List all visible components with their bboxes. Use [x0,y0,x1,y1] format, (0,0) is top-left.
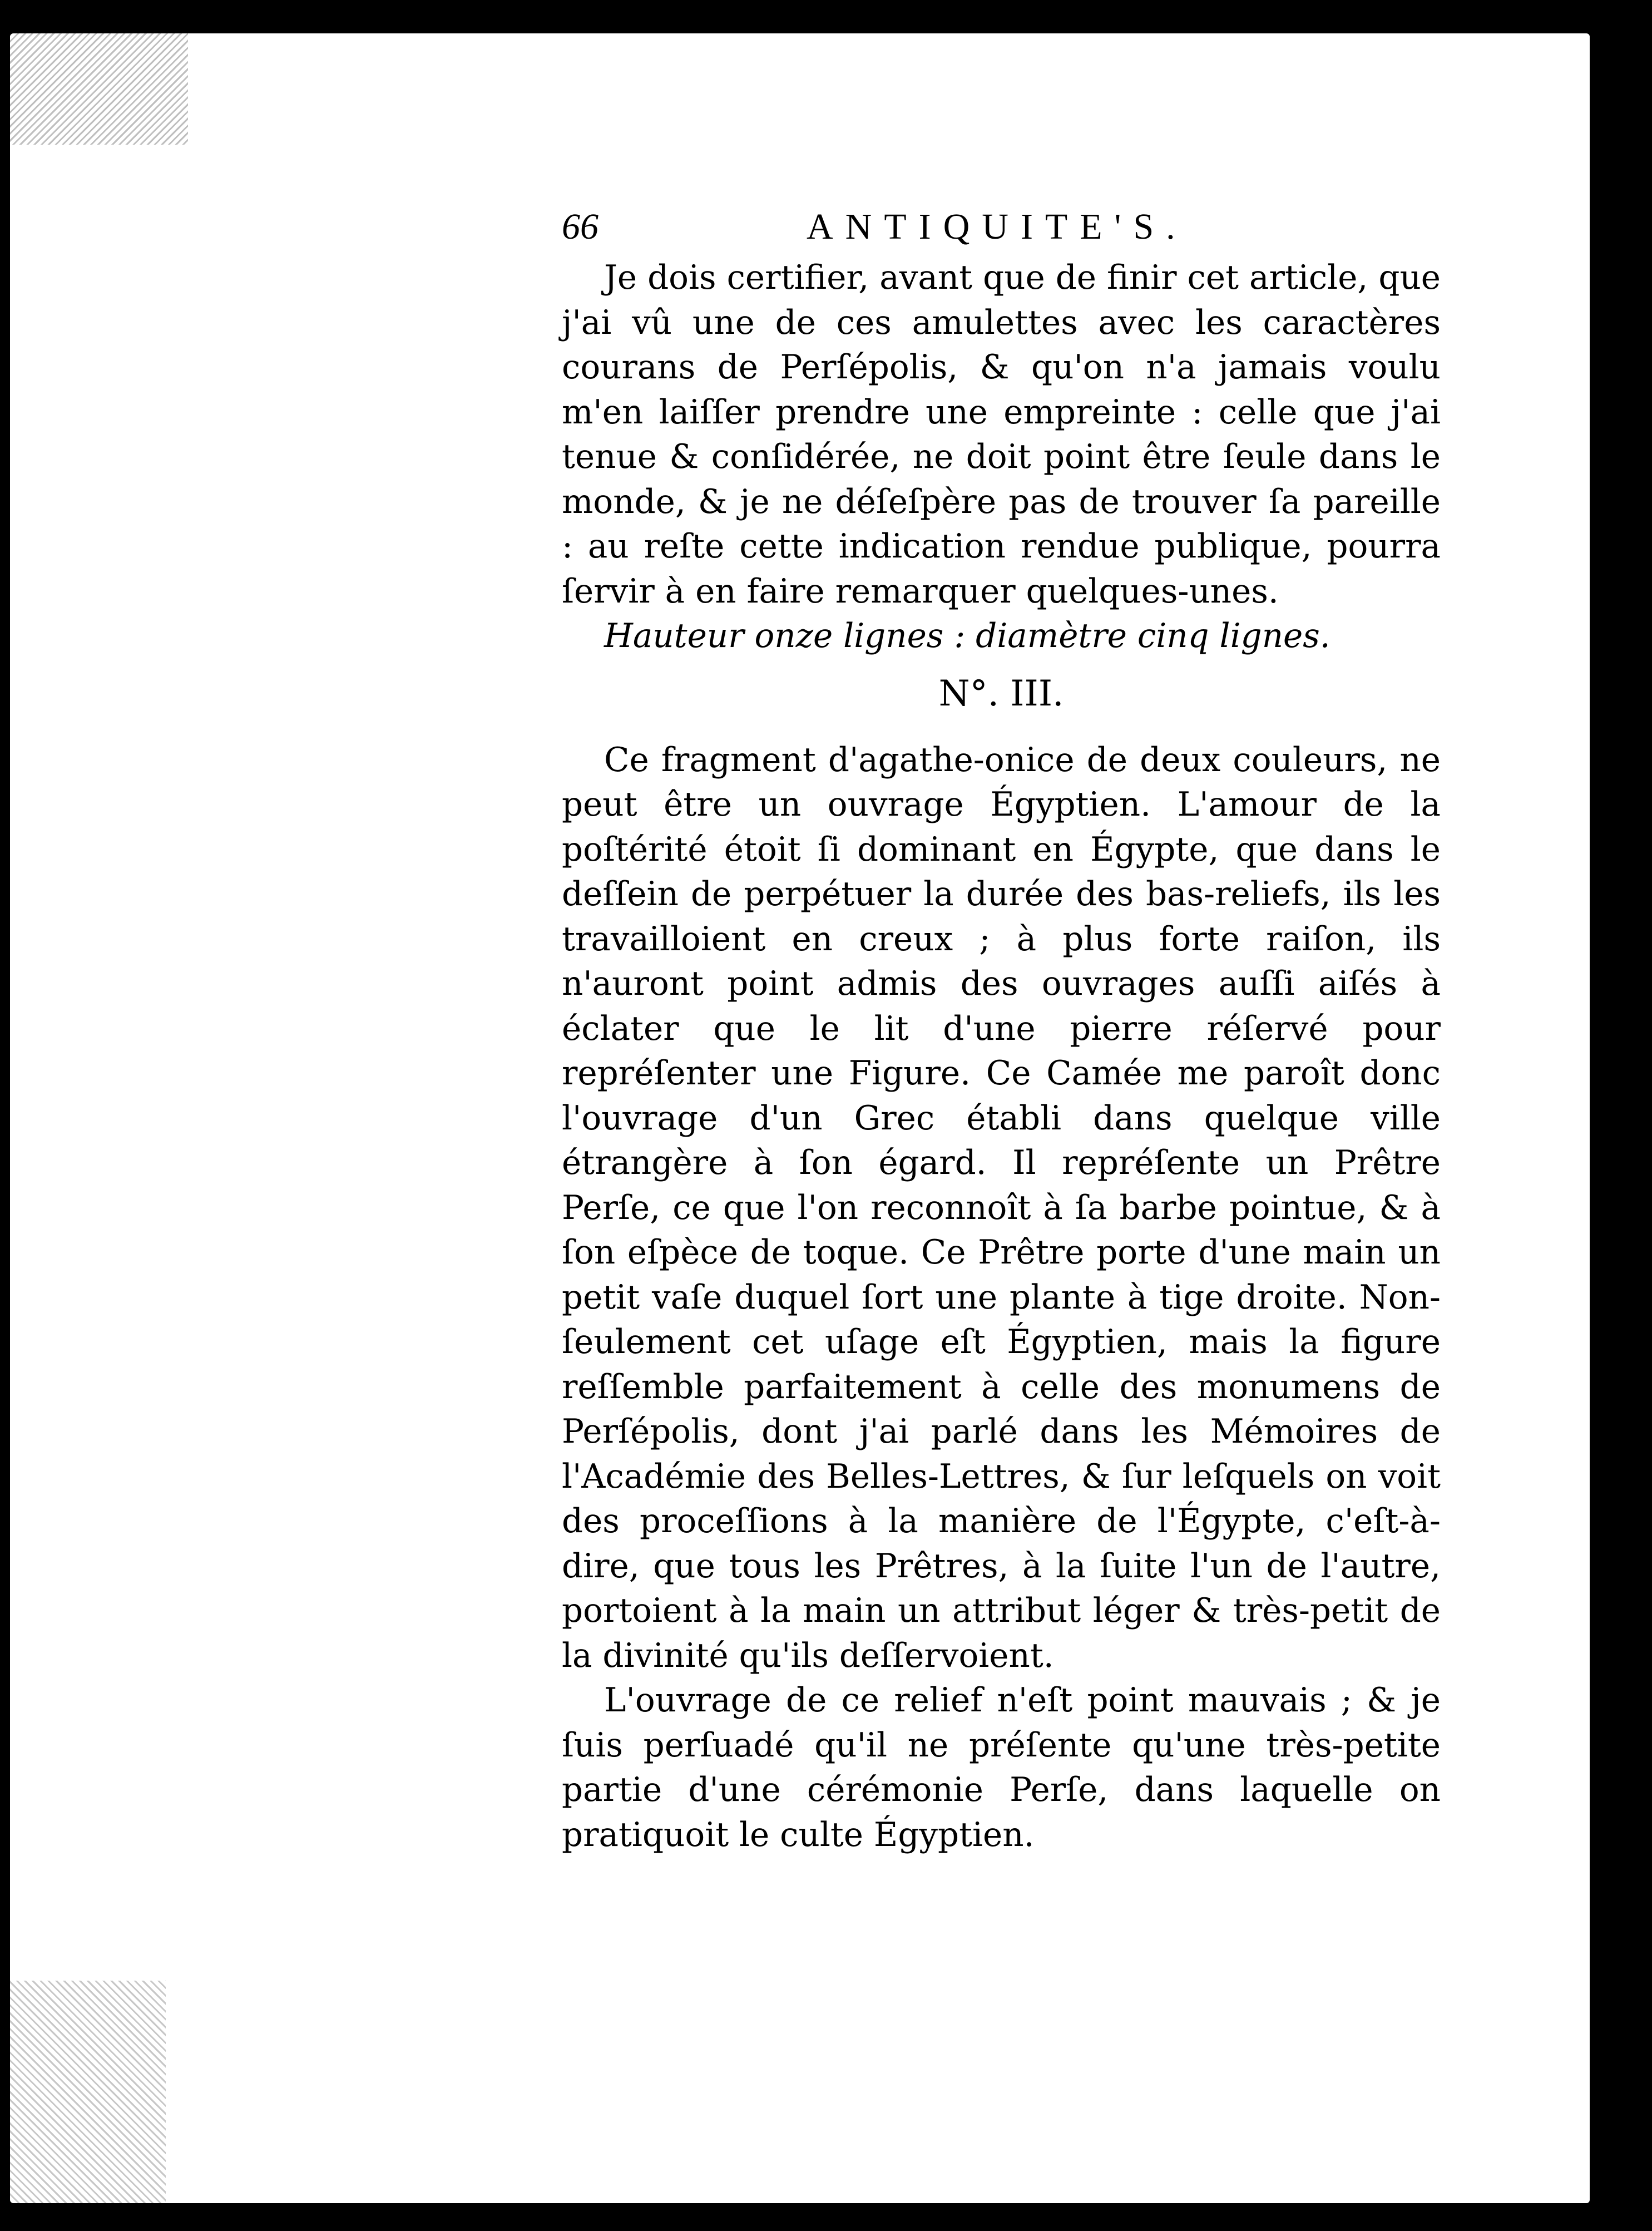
section-heading: N°. III. [938,673,1064,714]
paragraph-cameo: Ce fragment d'agathe-onice de deux couleurs, ne peut être un ouvrage Égyptien. L'amour de la poſtérité étoit ſi dominant en Égypte, que dans le deſſein de perpétuer la durée des bas-reliefs, ils les travailloient en creux ; à plus forte raiſon, ils n'auront point admis des ouvrages auſſi aiſés à éclater que le lit d'une pierre réſervé pour repréſenter une Figure. Ce Camée me paroît donc l'ouvrage d'un Grec établi dans quelque ville étrangère à ſon égard. Il repréſente un Prêtre Perſe, ce que l'on reconnoît à ſa barbe pointue, & à ſon eſpèce de toque. Ce Prêtre porte d'une main un petit vaſe duquel ſort une plante à tige droite. Non-ſeulement cet uſage eſt Égyptien, mais la figure reſſemble parfaitement à celle des monumens de Perſépolis, dont j'ai parlé dans les Mémoires de l'Académie des Belles-Lettres, & ſur leſquels on voit des proceſſions à la manière de l'Égypte, c'eſt-à-dire, que tous les Prêtres, à la ſuite l'un de l'autre, portoient à la main un attribut léger & très-petit de la divinité qu'ils deſſervoient. [562,741,1441,1675]
paragraph-amulet: Je dois certifier, avant que de finir cet article, que j'ai vû une de ces amulettes avec les caractères courans de Perſépolis, & qu'on n'a jamais voulu m'en laiſſer prendre une empreinte : celle que j'ai tenue & conſidérée, ne doit point être ſeule dans le monde, & je ne déſeſpère pas de trouver ſa pareille : au reſte cette indication rendue publique, pourra ſervir à en faire remarquer quelques-unes. [562,259,1441,611]
paragraph-conclusion: L'ouvrage de ce relief n'eſt point mauvais ; & je ſuis perſuadé qu'il ne préſente qu'une très-petite partie d'une cérémonie Perſe, dans laquelle on pratiquoit le culte Égyptien. [562,1681,1441,1854]
page-number: 66 [562,206,599,247]
text-block [562,206,1441,1858]
dimensions-line: Hauteur onze lignes : diamètre cinq lignes. [604,617,1330,655]
running-head [562,206,1441,256]
scan-artifact-bottom [10,1981,166,2203]
header-title: ANTIQUITE'S. [807,206,1188,247]
scan-artifact-top [10,33,188,145]
